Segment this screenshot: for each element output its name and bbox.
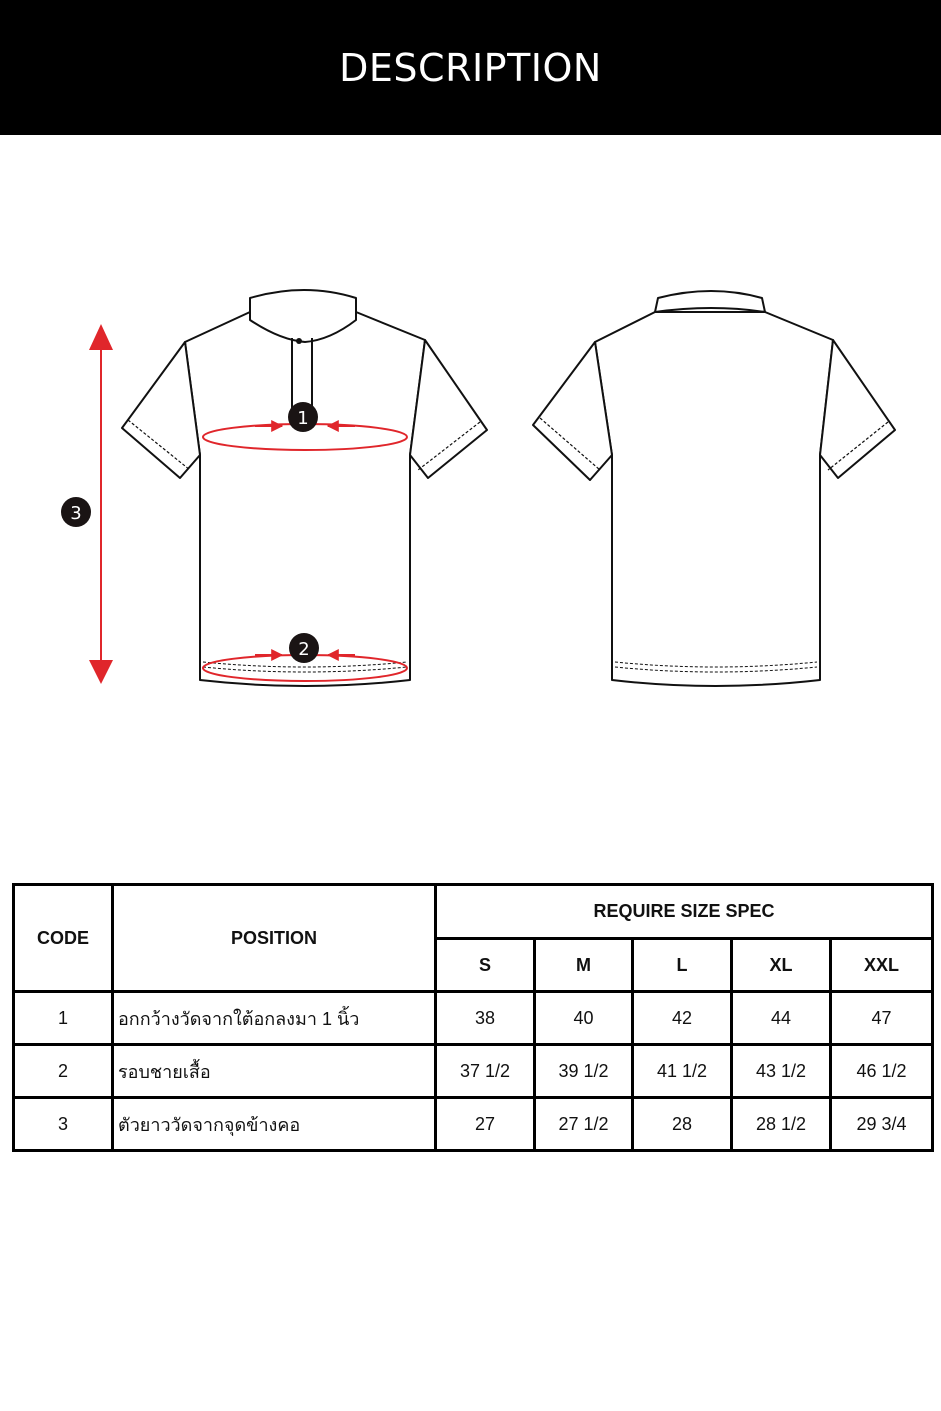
front-shirt <box>122 290 487 686</box>
row-position: รอบชายเสื้อ <box>113 1045 436 1098</box>
size-header-s: S <box>436 939 535 992</box>
size-value: 46 1/2 <box>831 1045 933 1098</box>
size-value: 44 <box>732 992 831 1045</box>
size-value: 42 <box>633 992 732 1045</box>
size-value: 40 <box>535 992 633 1045</box>
row-code: 2 <box>14 1045 113 1098</box>
marker-3-label: 3 <box>70 503 82 524</box>
size-spec-header: REQUIRE SIZE SPEC <box>436 885 933 939</box>
code-header: CODE <box>14 885 113 992</box>
marker-2-label: 2 <box>298 639 310 660</box>
size-value: 28 1/2 <box>732 1098 831 1151</box>
back-right-sleeve <box>820 340 895 478</box>
size-header-xxl: XXL <box>831 939 933 992</box>
front-right-sleeve <box>410 340 487 478</box>
size-header-m: M <box>535 939 633 992</box>
size-value: 29 3/4 <box>831 1098 933 1151</box>
row-code: 1 <box>14 992 113 1045</box>
row-position: อกกว้างวัดจากใต้อกลงมา 1 นิ้ว <box>113 992 436 1045</box>
size-value: 37 1/2 <box>436 1045 535 1098</box>
marker-1-label: 1 <box>297 408 309 429</box>
size-value: 27 <box>436 1098 535 1151</box>
page-title: DESCRIPTION <box>339 45 602 90</box>
size-value: 41 1/2 <box>633 1045 732 1098</box>
table-row <box>14 1098 933 1151</box>
size-header-l: L <box>633 939 732 992</box>
size-value: 38 <box>436 992 535 1045</box>
back-collar <box>655 291 765 312</box>
table-row <box>14 992 933 1045</box>
size-value: 27 1/2 <box>535 1098 633 1151</box>
size-value: 43 1/2 <box>732 1045 831 1098</box>
size-header-xl: XL <box>732 939 831 992</box>
front-left-sleeve <box>122 342 200 478</box>
length-measurement <box>61 324 113 684</box>
header-bar <box>0 0 941 135</box>
table-row <box>14 1045 933 1098</box>
size-value: 28 <box>633 1098 732 1151</box>
row-position: ตัวยาววัดจากจุดข้างคอ <box>113 1098 436 1151</box>
shirt-diagram <box>0 135 941 785</box>
size-spec-table <box>12 883 934 1152</box>
position-header: POSITION <box>113 885 436 992</box>
row-code: 3 <box>14 1098 113 1151</box>
back-shirt <box>533 291 895 686</box>
size-value: 47 <box>831 992 933 1045</box>
size-value: 39 1/2 <box>535 1045 633 1098</box>
